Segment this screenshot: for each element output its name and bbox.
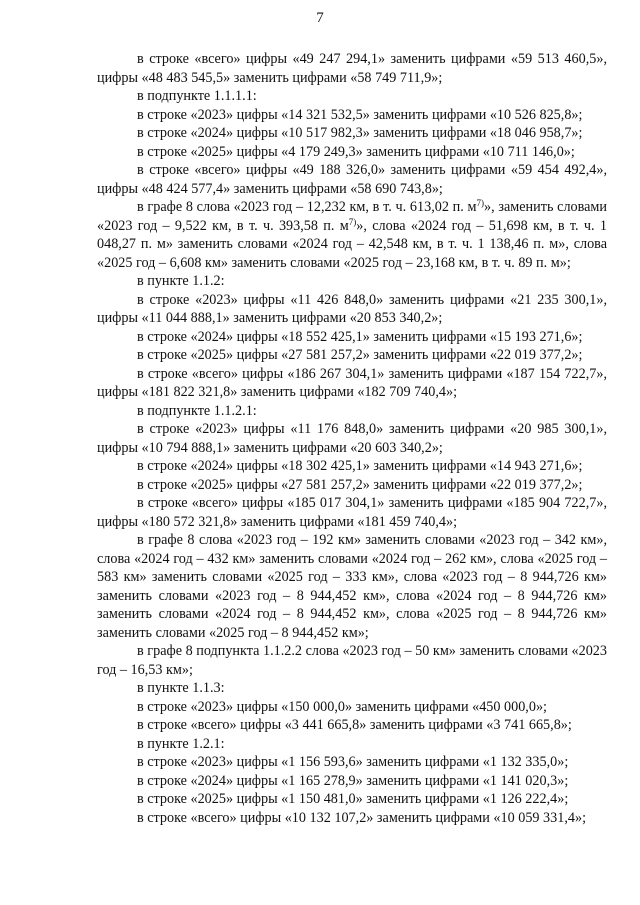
paragraph: в строке «всего» цифры «3 441 665,8» заменить цифрами «3 741 665,8»; [137,717,572,733]
paragraph: в строке «всего» цифры «49 247 294,1» заменить цифрами «59 513 460,5», цифры «48 483 545,5» заменить цифрами «58 749 711,9»; [97,51,607,86]
text-segment: », слова «2024 год – 51,698 км, в т. ч. 1 048,27 п. м» заменить словами «2024 год – 42,548 км, в т. ч. 1 138,46 п. м», слова «2025 год – 6,608 км» заменить словами «2025 год – 23,168 км, в т. ч. 89 п. м»; [97,217,607,271]
paragraph: в графе 8 подпункта 1.1.2.2 слова «2023 год – 50 км» заменить словами «2023 год – 16,53 км»; [97,643,607,678]
paragraph: в строке «2025» цифры «27 581 257,2» заменить цифрами «22 019 377,2»; [137,347,583,363]
text-segment: в графе 8 слова «2023 год – 12,232 км, в т. ч. 613,02 п. м [137,199,477,215]
paragraph: в строке «2024» цифры «18 302 425,1» заменить цифрами «14 943 271,6»; [137,458,583,474]
paragraph: в подпункте 1.1.1.1: [137,88,257,104]
paragraph: в строке «2024» цифры «1 165 278,9» заменить цифрами «1 141 020,3»; [137,772,569,789]
paragraph: в строке «2024» цифры «10 517 982,3» заменить цифрами «18 046 958,7»; [137,125,583,141]
page-number: 7 [316,10,324,26]
paragraph: в строке «2023» цифры «1 156 593,6» заменить цифрами «1 132 335,0»; [137,754,569,770]
paragraph: в строке «всего» цифры «49 188 326,0» заменить цифрами «59 454 492,4», цифры «48 424 577,4» заменить цифрами «58 690 743,8»; [97,162,607,197]
paragraph: в строке «2024» цифры «18 552 425,1» заменить цифрами «15 193 271,6»; [137,328,583,345]
paragraph: в строке «всего» цифры «186 267 304,1» заменить цифрами «187 154 722,7», цифры «181 822 321,8» заменить цифрами «182 709 740,4»; [97,365,607,400]
text-segment: », заменить словами «2023 год – 9,522 км, в т. ч. 393,58 п. м [97,199,607,234]
document-body [97,50,607,827]
paragraph: в строке «2023» цифры «11 426 848,0» заменить цифрами «21 235 300,1», цифры «11 044 888,1» заменить цифрами «20 853 340,2»; [97,291,607,326]
paragraph: в строке «2023» цифры «14 321 532,5» заменить цифрами «10 526 825,8»; [137,106,583,123]
paragraph: в подпункте 1.1.2.1: [137,402,257,419]
paragraph: в строке «всего» цифры «185 017 304,1» заменить цифрами «185 904 722,7», цифры «180 572 321,8» заменить цифрами «181 459 740,4»; [97,495,607,530]
footnote-ref: 7) [476,198,485,208]
paragraph: в пункте 1.1.2: [137,273,225,289]
paragraph: в строке «всего» цифры «10 132 107,2» заменить цифрами «10 059 331,4»; [137,809,587,826]
paragraph: в строке «2023» цифры «11 176 848,0» заменить цифрами «20 985 300,1», цифры «10 794 888,1» заменить цифрами «20 603 340,2»; [97,421,607,456]
paragraph: в строке «2025» цифры «1 150 481,0» заменить цифрами «1 126 222,4»; [137,791,569,807]
footnote-ref: 7) [348,216,357,227]
paragraph: в строке «2023» цифры «150 000,0» заменить цифрами «450 000,0»; [137,698,547,715]
paragraph-grafa-8 [97,198,607,272]
paragraph: в пункте 1.2.1: [137,735,225,752]
paragraph: в строке «2025» цифры «27 581 257,2» заменить цифрами «22 019 377,2»; [137,476,583,493]
paragraph: в строке «2025» цифры «4 179 249,3» заменить цифрами «10 711 146,0»; [137,143,575,160]
paragraph: в графе 8 слова «2023 год – 192 км» заменить словами «2023 год – 342 км», слова «2024 год – 432 км» заменить словами «2024 год – 262 км», слова «2025 год – 583 км» заменить словами «2025 год – 333 км», слова «2023 год – 8 944,726 км» заменить словами «2023 год – 8 944,452 км», слова «2024 год – 8 944,726 км» заменить словами «2024 год – 8 944,452 км», слова «2025 год – 8 944,726 км» заменить словами «2025 год – 8 944,452 км»; [97,532,607,641]
paragraph: в пункте 1.1.3: [137,680,225,696]
